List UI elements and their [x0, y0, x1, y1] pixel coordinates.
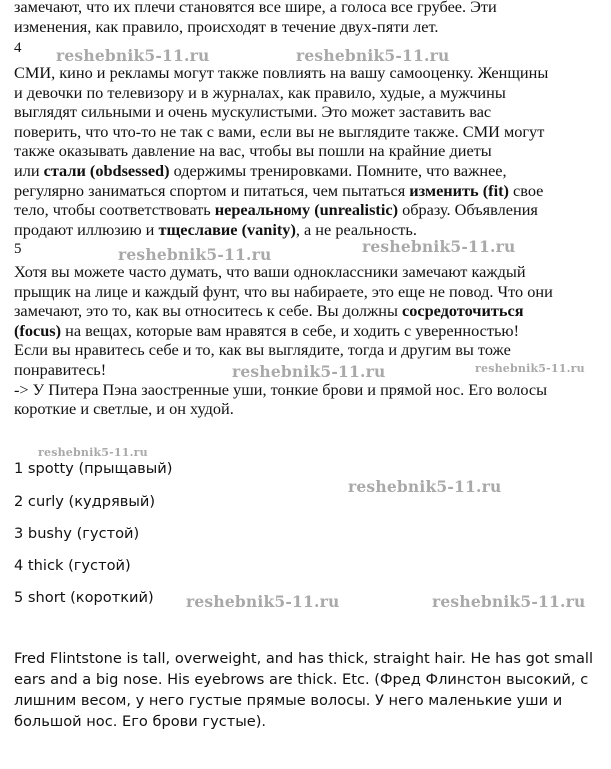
watermark: reshebnik5-11.ru	[118, 245, 272, 264]
bold-term-obsessed: стали (obdsessed)	[43, 160, 170, 180]
section-4-number: 4	[14, 40, 22, 56]
section-4-line-8	[14, 200, 599, 220]
watermark: reshebnik5-11.ru	[232, 362, 386, 381]
vocab-item-3: 3 bushy (густой)	[14, 525, 140, 542]
text-fragment: , а не реальность.	[295, 219, 417, 239]
bold-term-focus-en: (focus)	[14, 320, 62, 340]
section-4-line-5: также оказывать давление на вас, чтобы вы пошли на крайние диеты	[14, 141, 492, 161]
section-5-number: 5	[14, 241, 22, 257]
section-4-line-2: и девочки по телевизору и в журналах, как правило, худые, а мужчины	[14, 82, 506, 102]
vocab-item-4: 4 thick (густой)	[14, 557, 131, 574]
section-5-line-3	[14, 301, 599, 321]
watermark: reshebnik5-11.ru	[362, 237, 516, 256]
section-5-line-2: прыщик на лице и каждый фунт, что вы набираете, это еще не повод. Что они	[14, 281, 553, 301]
flintstone-line-3: лишним весом, у него густые прямые волосы. У него маленькие уши и	[14, 692, 563, 709]
section-4-line-1: СМИ, кино и рекламы могут также повлиять на вашу самооценку. Женщины	[14, 63, 549, 82]
text-fragment: тело, чтобы соответствовать	[14, 200, 215, 220]
bold-term-focus: сосредоточиться	[401, 301, 524, 321]
bold-term-vanity: тщеславие (vanity)	[158, 219, 296, 239]
flintstone-line-2: ears and a big nose. His eyebrows are thick. Etc. (Фред Флинстон высокий, с	[14, 671, 589, 688]
watermark: reshebnik5-11.ru	[56, 46, 210, 65]
watermark: reshebnik5-11.ru	[432, 592, 586, 611]
text-fragment: на вещах, которые вам нравятся в себе, и ходить с уверенностью!	[61, 320, 519, 340]
text-fragment: замечают, это то, как вы относитесь к себе. Вы должны	[14, 301, 402, 321]
flintstone-paragraph	[14, 648, 599, 732]
flintstone-line-1: Fred Flintstone is tall, overweight, and has thick, straight hair. He has got small	[14, 650, 594, 667]
vocab-item-2: 2 curly (кудрявый)	[14, 493, 156, 510]
text-fragment: свое	[508, 180, 544, 200]
watermark: reshebnik5-11.ru	[475, 362, 585, 375]
section-4-line-3: выглядят сильными и очень мускулистыми. Это может заставить вас	[14, 102, 492, 122]
section-4-line-6	[14, 161, 599, 181]
watermark: reshebnik5-11.ru	[296, 46, 450, 65]
intro-line-2: изменения, как правило, происходят в течение двух-пяти лет.	[14, 16, 439, 36]
section-4-paragraph	[14, 63, 599, 239]
intro-paragraph	[14, 0, 599, 36]
watermark: reshebnik5-11.ru	[348, 477, 502, 496]
watermark: reshebnik5-11.ru	[38, 446, 148, 459]
watermark: reshebnik5-11.ru	[186, 592, 340, 611]
text-fragment: или	[14, 160, 44, 180]
text-fragment: продают иллюзию и	[14, 219, 159, 239]
section-5-line-6: понравитесь!	[14, 359, 107, 379]
vocab-item-1: 1 spotty (прыщавый)	[14, 460, 173, 477]
section-5-line-5: Если вы нравитесь себе и то, как вы выглядите, тогда и другим вы тоже	[14, 340, 511, 360]
bold-term-fit: изменить (fit)	[409, 180, 509, 200]
text-fragment: одержимы тренировками. Помните, что важнее,	[169, 160, 507, 180]
text-fragment: образу. Объявления	[398, 200, 538, 220]
peter-pan-line-1: -> У Питера Пэна заостренные уши, тонкие брови и прямой нос. Его волосы	[14, 379, 548, 399]
section-5-paragraph	[14, 262, 599, 419]
peter-pan-line-2: короткие и светлые, и он худой.	[14, 399, 234, 419]
section-5-line-4	[14, 321, 599, 341]
vocab-item-5: 5 short (короткий)	[14, 589, 154, 606]
intro-line-1: замечают, что их плечи становятся все шире, а голоса все грубее. Эти	[14, 0, 497, 16]
section-4-line-4: поверить, что что-то не так с вами, если вы не выглядите также. СМИ могут	[14, 121, 545, 141]
flintstone-line-4: большой нос. Его брови густые).	[14, 713, 267, 730]
section-5-line-1: Хотя вы можете часто думать, что ваши одноклассники замечают каждый	[14, 262, 526, 281]
text-fragment: регулярно заниматься спортом и питаться, чем пытаться	[14, 180, 410, 200]
bold-term-unrealistic: нереальному (unrealistic)	[214, 200, 399, 220]
section-4-line-7	[14, 181, 599, 201]
